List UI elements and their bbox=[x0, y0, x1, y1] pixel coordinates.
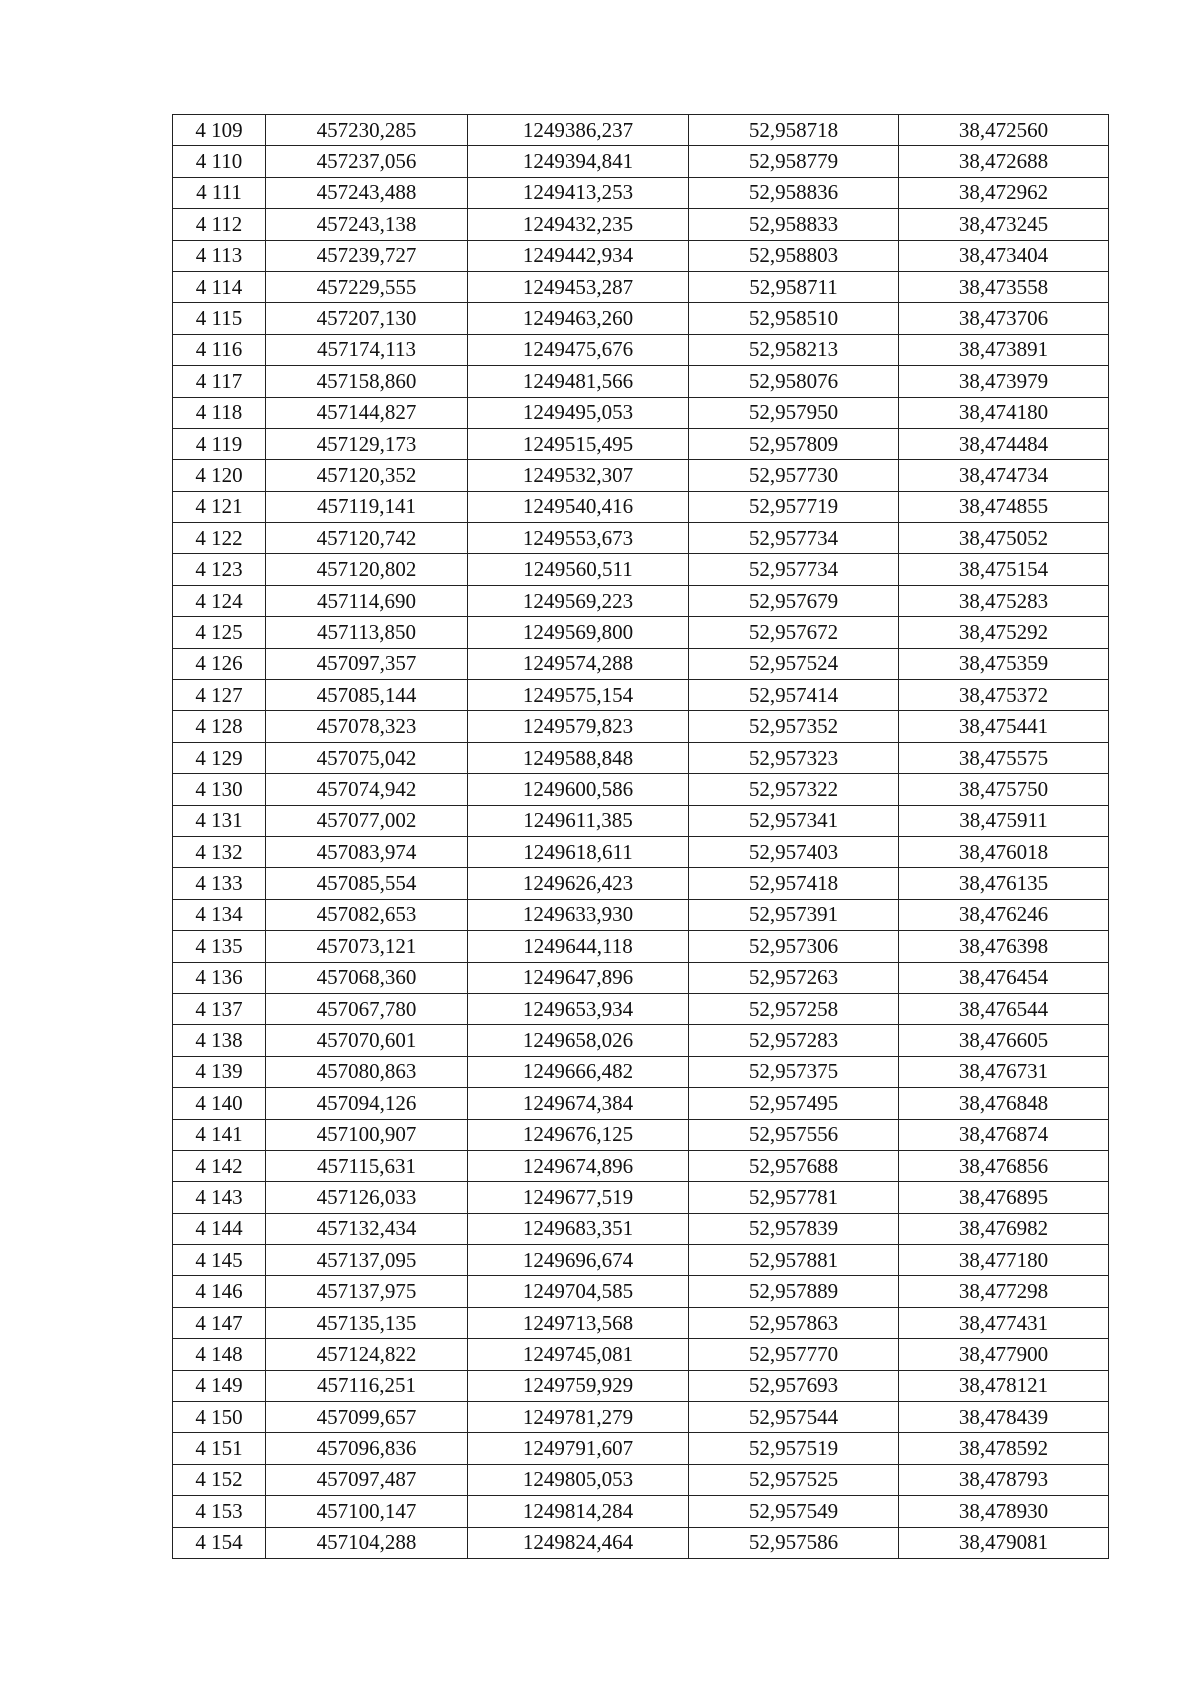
x-coordinate-cell: 457114,690 bbox=[266, 585, 468, 616]
x-coordinate-cell: 457174,113 bbox=[266, 334, 468, 365]
table-row bbox=[173, 931, 1109, 962]
x-coordinate-cell: 457124,822 bbox=[266, 1339, 468, 1370]
point-number-cell: 4 135 bbox=[173, 931, 266, 962]
y-coordinate-cell: 1249588,848 bbox=[468, 742, 689, 773]
y-coordinate-cell: 1249618,611 bbox=[468, 836, 689, 867]
point-number-cell: 4 122 bbox=[173, 523, 266, 554]
point-number-cell: 4 119 bbox=[173, 428, 266, 459]
longitude-cell: 38,475292 bbox=[899, 617, 1109, 648]
latitude-cell: 52,957679 bbox=[689, 585, 899, 616]
table-row bbox=[173, 617, 1109, 648]
table-row bbox=[173, 334, 1109, 365]
latitude-cell: 52,957950 bbox=[689, 397, 899, 428]
longitude-cell: 38,474734 bbox=[899, 460, 1109, 491]
x-coordinate-cell: 457243,488 bbox=[266, 177, 468, 208]
y-coordinate-cell: 1249781,279 bbox=[468, 1402, 689, 1433]
table-row bbox=[173, 836, 1109, 867]
point-number-cell: 4 134 bbox=[173, 899, 266, 930]
y-coordinate-cell: 1249463,260 bbox=[468, 303, 689, 334]
table-row bbox=[173, 303, 1109, 334]
latitude-cell: 52,957781 bbox=[689, 1182, 899, 1213]
table-row bbox=[173, 460, 1109, 491]
y-coordinate-cell: 1249824,464 bbox=[468, 1527, 689, 1558]
table-row bbox=[173, 523, 1109, 554]
point-number-cell: 4 150 bbox=[173, 1402, 266, 1433]
longitude-cell: 38,476398 bbox=[899, 931, 1109, 962]
y-coordinate-cell: 1249814,284 bbox=[468, 1496, 689, 1527]
table-row bbox=[173, 1464, 1109, 1495]
table-row bbox=[173, 1150, 1109, 1181]
y-coordinate-cell: 1249394,841 bbox=[468, 146, 689, 177]
table-row bbox=[173, 962, 1109, 993]
latitude-cell: 52,957403 bbox=[689, 836, 899, 867]
y-coordinate-cell: 1249745,081 bbox=[468, 1339, 689, 1370]
point-number-cell: 4 129 bbox=[173, 742, 266, 773]
longitude-cell: 38,475575 bbox=[899, 742, 1109, 773]
longitude-cell: 38,474180 bbox=[899, 397, 1109, 428]
y-coordinate-cell: 1249495,053 bbox=[468, 397, 689, 428]
y-coordinate-cell: 1249674,384 bbox=[468, 1088, 689, 1119]
longitude-cell: 38,475283 bbox=[899, 585, 1109, 616]
x-coordinate-cell: 457129,173 bbox=[266, 428, 468, 459]
table-row bbox=[173, 805, 1109, 836]
y-coordinate-cell: 1249683,351 bbox=[468, 1213, 689, 1244]
latitude-cell: 52,957770 bbox=[689, 1339, 899, 1370]
latitude-cell: 52,957549 bbox=[689, 1496, 899, 1527]
point-number-cell: 4 151 bbox=[173, 1433, 266, 1464]
table-row bbox=[173, 1370, 1109, 1401]
latitude-cell: 52,957839 bbox=[689, 1213, 899, 1244]
longitude-cell: 38,476454 bbox=[899, 962, 1109, 993]
coordinates-table-body bbox=[173, 115, 1109, 1559]
y-coordinate-cell: 1249560,511 bbox=[468, 554, 689, 585]
y-coordinate-cell: 1249386,237 bbox=[468, 115, 689, 146]
table-row bbox=[173, 366, 1109, 397]
table-row bbox=[173, 240, 1109, 271]
longitude-cell: 38,475052 bbox=[899, 523, 1109, 554]
latitude-cell: 52,957556 bbox=[689, 1119, 899, 1150]
latitude-cell: 52,957283 bbox=[689, 1025, 899, 1056]
longitude-cell: 38,475911 bbox=[899, 805, 1109, 836]
x-coordinate-cell: 457137,095 bbox=[266, 1245, 468, 1276]
table-row bbox=[173, 1119, 1109, 1150]
point-number-cell: 4 121 bbox=[173, 491, 266, 522]
y-coordinate-cell: 1249805,053 bbox=[468, 1464, 689, 1495]
point-number-cell: 4 133 bbox=[173, 868, 266, 899]
point-number-cell: 4 132 bbox=[173, 836, 266, 867]
longitude-cell: 38,473706 bbox=[899, 303, 1109, 334]
point-number-cell: 4 112 bbox=[173, 209, 266, 240]
y-coordinate-cell: 1249713,568 bbox=[468, 1307, 689, 1338]
point-number-cell: 4 145 bbox=[173, 1245, 266, 1276]
x-coordinate-cell: 457068,360 bbox=[266, 962, 468, 993]
x-coordinate-cell: 457074,942 bbox=[266, 774, 468, 805]
y-coordinate-cell: 1249704,585 bbox=[468, 1276, 689, 1307]
y-coordinate-cell: 1249696,674 bbox=[468, 1245, 689, 1276]
table-row bbox=[173, 491, 1109, 522]
longitude-cell: 38,475372 bbox=[899, 680, 1109, 711]
x-coordinate-cell: 457120,742 bbox=[266, 523, 468, 554]
x-coordinate-cell: 457097,487 bbox=[266, 1464, 468, 1495]
latitude-cell: 52,957414 bbox=[689, 680, 899, 711]
longitude-cell: 38,476544 bbox=[899, 993, 1109, 1024]
y-coordinate-cell: 1249442,934 bbox=[468, 240, 689, 271]
table-row bbox=[173, 1276, 1109, 1307]
point-number-cell: 4 131 bbox=[173, 805, 266, 836]
x-coordinate-cell: 457113,850 bbox=[266, 617, 468, 648]
y-coordinate-cell: 1249579,823 bbox=[468, 711, 689, 742]
longitude-cell: 38,478793 bbox=[899, 1464, 1109, 1495]
x-coordinate-cell: 457207,130 bbox=[266, 303, 468, 334]
point-number-cell: 4 149 bbox=[173, 1370, 266, 1401]
y-coordinate-cell: 1249666,482 bbox=[468, 1056, 689, 1087]
latitude-cell: 52,957734 bbox=[689, 523, 899, 554]
y-coordinate-cell: 1249453,287 bbox=[468, 271, 689, 302]
table-row bbox=[173, 899, 1109, 930]
x-coordinate-cell: 457070,601 bbox=[266, 1025, 468, 1056]
x-coordinate-cell: 457085,554 bbox=[266, 868, 468, 899]
y-coordinate-cell: 1249677,519 bbox=[468, 1182, 689, 1213]
y-coordinate-cell: 1249676,125 bbox=[468, 1119, 689, 1150]
point-number-cell: 4 154 bbox=[173, 1527, 266, 1558]
latitude-cell: 52,958718 bbox=[689, 115, 899, 146]
point-number-cell: 4 109 bbox=[173, 115, 266, 146]
y-coordinate-cell: 1249674,896 bbox=[468, 1150, 689, 1181]
x-coordinate-cell: 457097,357 bbox=[266, 648, 468, 679]
x-coordinate-cell: 457126,033 bbox=[266, 1182, 468, 1213]
latitude-cell: 52,957418 bbox=[689, 868, 899, 899]
table-row bbox=[173, 1213, 1109, 1244]
longitude-cell: 38,476856 bbox=[899, 1150, 1109, 1181]
table-row bbox=[173, 742, 1109, 773]
longitude-cell: 38,474484 bbox=[899, 428, 1109, 459]
point-number-cell: 4 152 bbox=[173, 1464, 266, 1495]
latitude-cell: 52,957730 bbox=[689, 460, 899, 491]
table-row bbox=[173, 177, 1109, 208]
latitude-cell: 52,957519 bbox=[689, 1433, 899, 1464]
point-number-cell: 4 130 bbox=[173, 774, 266, 805]
x-coordinate-cell: 457100,147 bbox=[266, 1496, 468, 1527]
latitude-cell: 52,957352 bbox=[689, 711, 899, 742]
latitude-cell: 52,958779 bbox=[689, 146, 899, 177]
latitude-cell: 52,957524 bbox=[689, 648, 899, 679]
y-coordinate-cell: 1249653,934 bbox=[468, 993, 689, 1024]
point-number-cell: 4 128 bbox=[173, 711, 266, 742]
x-coordinate-cell: 457082,653 bbox=[266, 899, 468, 930]
point-number-cell: 4 123 bbox=[173, 554, 266, 585]
x-coordinate-cell: 457120,352 bbox=[266, 460, 468, 491]
y-coordinate-cell: 1249658,026 bbox=[468, 1025, 689, 1056]
latitude-cell: 52,957391 bbox=[689, 899, 899, 930]
longitude-cell: 38,478439 bbox=[899, 1402, 1109, 1433]
x-coordinate-cell: 457120,802 bbox=[266, 554, 468, 585]
latitude-cell: 52,957544 bbox=[689, 1402, 899, 1433]
table-row bbox=[173, 680, 1109, 711]
latitude-cell: 52,957688 bbox=[689, 1150, 899, 1181]
x-coordinate-cell: 457135,135 bbox=[266, 1307, 468, 1338]
coordinates-table bbox=[172, 114, 1109, 1559]
longitude-cell: 38,477298 bbox=[899, 1276, 1109, 1307]
latitude-cell: 52,958213 bbox=[689, 334, 899, 365]
x-coordinate-cell: 457243,138 bbox=[266, 209, 468, 240]
latitude-cell: 52,957306 bbox=[689, 931, 899, 962]
latitude-cell: 52,957263 bbox=[689, 962, 899, 993]
longitude-cell: 38,476848 bbox=[899, 1088, 1109, 1119]
x-coordinate-cell: 457144,827 bbox=[266, 397, 468, 428]
y-coordinate-cell: 1249475,676 bbox=[468, 334, 689, 365]
table-row bbox=[173, 648, 1109, 679]
x-coordinate-cell: 457237,056 bbox=[266, 146, 468, 177]
latitude-cell: 52,957341 bbox=[689, 805, 899, 836]
y-coordinate-cell: 1249540,416 bbox=[468, 491, 689, 522]
longitude-cell: 38,476246 bbox=[899, 899, 1109, 930]
x-coordinate-cell: 457115,631 bbox=[266, 1150, 468, 1181]
latitude-cell: 52,957258 bbox=[689, 993, 899, 1024]
x-coordinate-cell: 457085,144 bbox=[266, 680, 468, 711]
point-number-cell: 4 127 bbox=[173, 680, 266, 711]
y-coordinate-cell: 1249481,566 bbox=[468, 366, 689, 397]
y-coordinate-cell: 1249644,118 bbox=[468, 931, 689, 962]
latitude-cell: 52,958711 bbox=[689, 271, 899, 302]
point-number-cell: 4 113 bbox=[173, 240, 266, 271]
latitude-cell: 52,958833 bbox=[689, 209, 899, 240]
point-number-cell: 4 141 bbox=[173, 1119, 266, 1150]
longitude-cell: 38,473245 bbox=[899, 209, 1109, 240]
table-row bbox=[173, 146, 1109, 177]
longitude-cell: 38,476018 bbox=[899, 836, 1109, 867]
latitude-cell: 52,957809 bbox=[689, 428, 899, 459]
x-coordinate-cell: 457083,974 bbox=[266, 836, 468, 867]
longitude-cell: 38,473558 bbox=[899, 271, 1109, 302]
longitude-cell: 38,478930 bbox=[899, 1496, 1109, 1527]
point-number-cell: 4 147 bbox=[173, 1307, 266, 1338]
x-coordinate-cell: 457096,836 bbox=[266, 1433, 468, 1464]
x-coordinate-cell: 457104,288 bbox=[266, 1527, 468, 1558]
x-coordinate-cell: 457158,860 bbox=[266, 366, 468, 397]
y-coordinate-cell: 1249791,607 bbox=[468, 1433, 689, 1464]
longitude-cell: 38,473404 bbox=[899, 240, 1109, 271]
latitude-cell: 52,957734 bbox=[689, 554, 899, 585]
longitude-cell: 38,472962 bbox=[899, 177, 1109, 208]
x-coordinate-cell: 457073,121 bbox=[266, 931, 468, 962]
point-number-cell: 4 144 bbox=[173, 1213, 266, 1244]
longitude-cell: 38,476874 bbox=[899, 1119, 1109, 1150]
x-coordinate-cell: 457067,780 bbox=[266, 993, 468, 1024]
y-coordinate-cell: 1249626,423 bbox=[468, 868, 689, 899]
table-row bbox=[173, 1025, 1109, 1056]
y-coordinate-cell: 1249515,495 bbox=[468, 428, 689, 459]
table-row bbox=[173, 1402, 1109, 1433]
longitude-cell: 38,476731 bbox=[899, 1056, 1109, 1087]
longitude-cell: 38,477180 bbox=[899, 1245, 1109, 1276]
table-row bbox=[173, 774, 1109, 805]
table-row bbox=[173, 428, 1109, 459]
point-number-cell: 4 148 bbox=[173, 1339, 266, 1370]
point-number-cell: 4 142 bbox=[173, 1150, 266, 1181]
longitude-cell: 38,475441 bbox=[899, 711, 1109, 742]
point-number-cell: 4 116 bbox=[173, 334, 266, 365]
latitude-cell: 52,957672 bbox=[689, 617, 899, 648]
longitude-cell: 38,478592 bbox=[899, 1433, 1109, 1464]
table-row bbox=[173, 1496, 1109, 1527]
point-number-cell: 4 114 bbox=[173, 271, 266, 302]
point-number-cell: 4 143 bbox=[173, 1182, 266, 1213]
point-number-cell: 4 125 bbox=[173, 617, 266, 648]
longitude-cell: 38,478121 bbox=[899, 1370, 1109, 1401]
table-row bbox=[173, 271, 1109, 302]
point-number-cell: 4 136 bbox=[173, 962, 266, 993]
x-coordinate-cell: 457078,323 bbox=[266, 711, 468, 742]
point-number-cell: 4 140 bbox=[173, 1088, 266, 1119]
y-coordinate-cell: 1249553,673 bbox=[468, 523, 689, 554]
latitude-cell: 52,957323 bbox=[689, 742, 899, 773]
point-number-cell: 4 139 bbox=[173, 1056, 266, 1087]
table-row bbox=[173, 1182, 1109, 1213]
y-coordinate-cell: 1249600,586 bbox=[468, 774, 689, 805]
latitude-cell: 52,958510 bbox=[689, 303, 899, 334]
table-row bbox=[173, 1527, 1109, 1558]
x-coordinate-cell: 457137,975 bbox=[266, 1276, 468, 1307]
longitude-cell: 38,475750 bbox=[899, 774, 1109, 805]
longitude-cell: 38,473891 bbox=[899, 334, 1109, 365]
longitude-cell: 38,475359 bbox=[899, 648, 1109, 679]
table-row bbox=[173, 1433, 1109, 1464]
table-row bbox=[173, 1056, 1109, 1087]
point-number-cell: 4 115 bbox=[173, 303, 266, 334]
y-coordinate-cell: 1249647,896 bbox=[468, 962, 689, 993]
y-coordinate-cell: 1249569,800 bbox=[468, 617, 689, 648]
y-coordinate-cell: 1249611,385 bbox=[468, 805, 689, 836]
x-coordinate-cell: 457100,907 bbox=[266, 1119, 468, 1150]
table-row bbox=[173, 585, 1109, 616]
point-number-cell: 4 111 bbox=[173, 177, 266, 208]
x-coordinate-cell: 457094,126 bbox=[266, 1088, 468, 1119]
latitude-cell: 52,958076 bbox=[689, 366, 899, 397]
latitude-cell: 52,957322 bbox=[689, 774, 899, 805]
x-coordinate-cell: 457077,002 bbox=[266, 805, 468, 836]
table-row bbox=[173, 1339, 1109, 1370]
point-number-cell: 4 110 bbox=[173, 146, 266, 177]
x-coordinate-cell: 457132,434 bbox=[266, 1213, 468, 1244]
table-row bbox=[173, 1088, 1109, 1119]
point-number-cell: 4 153 bbox=[173, 1496, 266, 1527]
latitude-cell: 52,957881 bbox=[689, 1245, 899, 1276]
longitude-cell: 38,473979 bbox=[899, 366, 1109, 397]
table-row bbox=[173, 868, 1109, 899]
point-number-cell: 4 118 bbox=[173, 397, 266, 428]
latitude-cell: 52,957495 bbox=[689, 1088, 899, 1119]
latitude-cell: 52,957693 bbox=[689, 1370, 899, 1401]
table-row bbox=[173, 711, 1109, 742]
y-coordinate-cell: 1249569,223 bbox=[468, 585, 689, 616]
table-row bbox=[173, 115, 1109, 146]
longitude-cell: 38,476135 bbox=[899, 868, 1109, 899]
x-coordinate-cell: 457116,251 bbox=[266, 1370, 468, 1401]
y-coordinate-cell: 1249575,154 bbox=[468, 680, 689, 711]
x-coordinate-cell: 457239,727 bbox=[266, 240, 468, 271]
point-number-cell: 4 120 bbox=[173, 460, 266, 491]
longitude-cell: 38,474855 bbox=[899, 491, 1109, 522]
y-coordinate-cell: 1249432,235 bbox=[468, 209, 689, 240]
point-number-cell: 4 117 bbox=[173, 366, 266, 397]
table-row bbox=[173, 554, 1109, 585]
longitude-cell: 38,476982 bbox=[899, 1213, 1109, 1244]
longitude-cell: 38,475154 bbox=[899, 554, 1109, 585]
x-coordinate-cell: 457229,555 bbox=[266, 271, 468, 302]
latitude-cell: 52,957719 bbox=[689, 491, 899, 522]
latitude-cell: 52,957375 bbox=[689, 1056, 899, 1087]
table-row bbox=[173, 1245, 1109, 1276]
point-number-cell: 4 126 bbox=[173, 648, 266, 679]
latitude-cell: 52,957586 bbox=[689, 1527, 899, 1558]
longitude-cell: 38,476605 bbox=[899, 1025, 1109, 1056]
x-coordinate-cell: 457099,657 bbox=[266, 1402, 468, 1433]
point-number-cell: 4 138 bbox=[173, 1025, 266, 1056]
x-coordinate-cell: 457230,285 bbox=[266, 115, 468, 146]
y-coordinate-cell: 1249633,930 bbox=[468, 899, 689, 930]
latitude-cell: 52,957889 bbox=[689, 1276, 899, 1307]
y-coordinate-cell: 1249574,288 bbox=[468, 648, 689, 679]
longitude-cell: 38,476895 bbox=[899, 1182, 1109, 1213]
longitude-cell: 38,477431 bbox=[899, 1307, 1109, 1338]
y-coordinate-cell: 1249413,253 bbox=[468, 177, 689, 208]
longitude-cell: 38,472560 bbox=[899, 115, 1109, 146]
x-coordinate-cell: 457075,042 bbox=[266, 742, 468, 773]
x-coordinate-cell: 457080,863 bbox=[266, 1056, 468, 1087]
point-number-cell: 4 124 bbox=[173, 585, 266, 616]
table-row bbox=[173, 397, 1109, 428]
x-coordinate-cell: 457119,141 bbox=[266, 491, 468, 522]
table-row bbox=[173, 993, 1109, 1024]
y-coordinate-cell: 1249759,929 bbox=[468, 1370, 689, 1401]
latitude-cell: 52,957863 bbox=[689, 1307, 899, 1338]
table-row bbox=[173, 1307, 1109, 1338]
longitude-cell: 38,477900 bbox=[899, 1339, 1109, 1370]
point-number-cell: 4 137 bbox=[173, 993, 266, 1024]
table-row bbox=[173, 209, 1109, 240]
point-number-cell: 4 146 bbox=[173, 1276, 266, 1307]
latitude-cell: 52,957525 bbox=[689, 1464, 899, 1495]
latitude-cell: 52,958836 bbox=[689, 177, 899, 208]
longitude-cell: 38,479081 bbox=[899, 1527, 1109, 1558]
y-coordinate-cell: 1249532,307 bbox=[468, 460, 689, 491]
latitude-cell: 52,958803 bbox=[689, 240, 899, 271]
longitude-cell: 38,472688 bbox=[899, 146, 1109, 177]
